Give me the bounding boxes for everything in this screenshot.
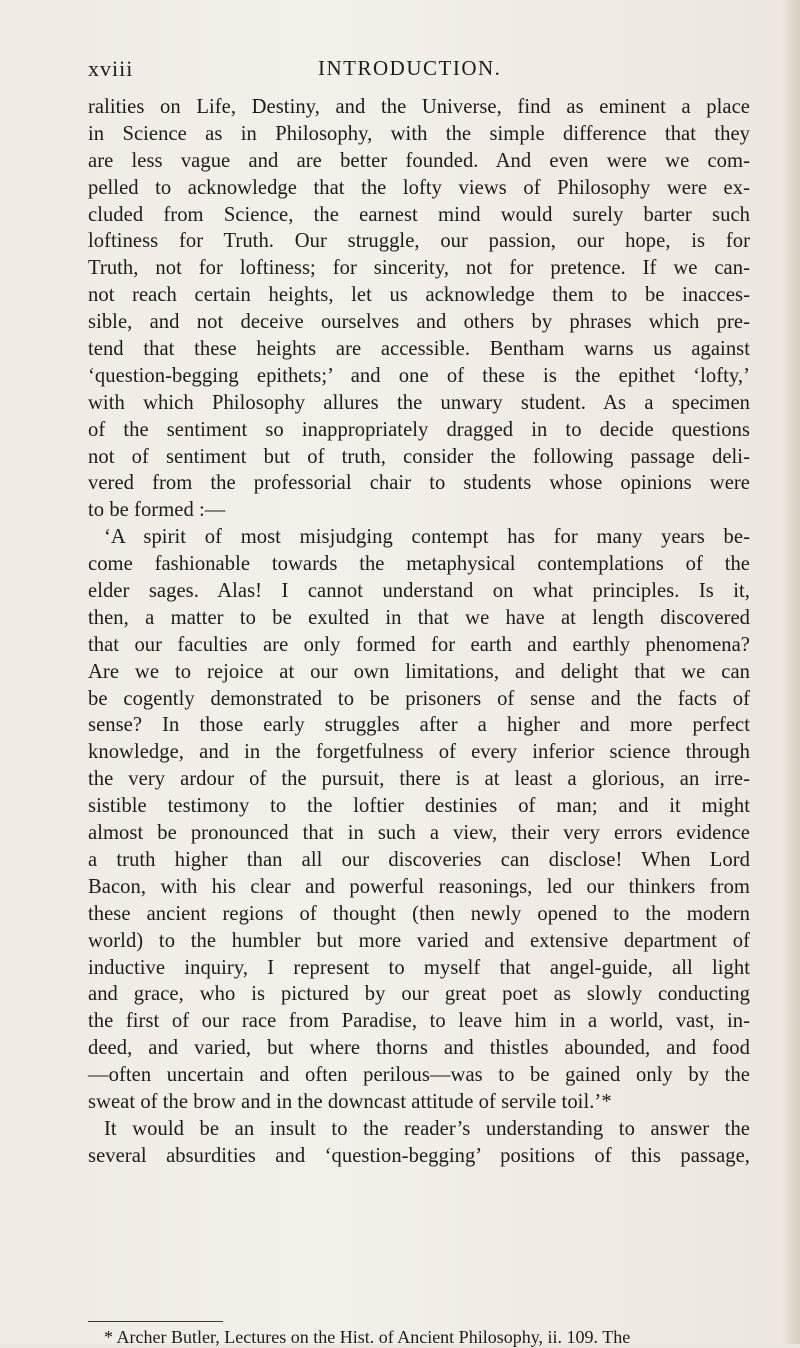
text-line: in Science as in Philosophy, with the simple difference that they [88, 122, 750, 145]
text-line: to be formed :— [88, 499, 226, 522]
footnote: * Archer Butler, Lectures on the Hist. of Ancient Philosophy, ii. 109. The [104, 1327, 631, 1347]
text-line: loftiness for Truth. Our struggle, our passion, our hope, is for [88, 230, 750, 253]
body-text [88, 94, 750, 1170]
page-header [88, 56, 748, 84]
quote-line: sense? In those early struggles after a higher and more perfect [88, 714, 750, 737]
text-line: not reach certain heights, let us acknowledge them to be inacces- [88, 284, 750, 307]
text-line: pelled to acknowledge that the lofty views of Philosophy were ex- [88, 176, 750, 199]
running-head: INTRODUCTION. [318, 56, 502, 80]
text-line: with which Philosophy allures the unwary student. As a specimen [88, 391, 750, 414]
text-line: ralities on Life, Destiny, and the Universe, find as eminent a place [88, 96, 750, 118]
page-edge-shadow [782, 0, 800, 1344]
quote-line: sweat of the brow and in the downcast attitude of servile toil.’* [88, 1090, 612, 1113]
quote-line: elder sages. Alas! I cannot understand on what principles. Is it, [88, 580, 750, 603]
text-line: It would be an insult to the reader’s understanding to answer the [104, 1117, 750, 1140]
quote-line: almost be pronounced that in such a view, their very errors evidence [88, 822, 750, 845]
quote-line: and grace, who is pictured by our great poet as slowly conducting [88, 983, 750, 1006]
quote-line: world) to the humbler but more varied and extensive department of [88, 929, 750, 952]
text-line: vered from the professorial chair to students whose opinions were [88, 472, 750, 495]
footnote-rule [88, 1321, 223, 1322]
quote-line: inductive inquiry, I represent to myself that angel-guide, all light [88, 956, 750, 979]
text-line: Truth, not for loftiness; for sincerity, not for pretence. If we can- [88, 257, 750, 280]
quote-line: a truth higher than all our discoveries can disclose! When Lord [88, 848, 750, 871]
quote-line: then, a matter to be exulted in that we have at length discovered [88, 606, 750, 629]
text-line: cluded from Science, the earnest mind would surely barter such [88, 203, 750, 226]
quote-line: these ancient regions of thought (then newly opened to the modern [88, 902, 750, 925]
text-line: not of sentiment but of truth, consider the following passage deli- [88, 445, 750, 468]
quote-line: knowledge, and in the forgetfulness of every inferior science through [88, 741, 750, 764]
text-line: of the sentiment so inappropriately dragged in to decide questions [88, 418, 750, 441]
quote-line: come fashionable towards the metaphysical contemplations of the [88, 553, 750, 576]
quote-line: be cogently demonstrated to be prisoners of sense and the facts of [88, 687, 750, 710]
quote-line: ‘A spirit of most misjudging contempt has for many years be- [104, 526, 750, 549]
page-number: xviii [88, 56, 134, 81]
text-line: several absurdities and ‘question-begging’ positions of this passage, [88, 1144, 750, 1167]
quote-line: sistible testimony to the loftier destinies of man; and it might [88, 795, 750, 818]
quote-line: that our faculties are only formed for earth and earthly phenomena? [88, 633, 750, 656]
quote-line: Bacon, with his clear and powerful reasonings, led our thinkers from [88, 875, 750, 898]
quote-line: the first of our race from Paradise, to leave him in a world, vast, in- [88, 1010, 750, 1033]
text-line: sible, and not deceive ourselves and others by phrases which pre- [88, 311, 750, 334]
quote-line: —often uncertain and often perilous—was to be gained only by the [88, 1064, 750, 1087]
quote-line: deed, and varied, but where thorns and thistles abounded, and food [88, 1037, 750, 1060]
text-line: are less vague and are better founded. And even were we com- [88, 149, 750, 172]
text-line: ‘question-begging epithets;’ and one of these is the epithet ‘lofty,’ [88, 364, 750, 387]
quote-line: the very ardour of the pursuit, there is at least a glorious, an irre- [88, 768, 750, 791]
quote-line: Are we to rejoice at our own limitations, and delight that we can [88, 660, 750, 683]
text-line: tend that these heights are accessible. Bentham warns us against [88, 338, 750, 361]
